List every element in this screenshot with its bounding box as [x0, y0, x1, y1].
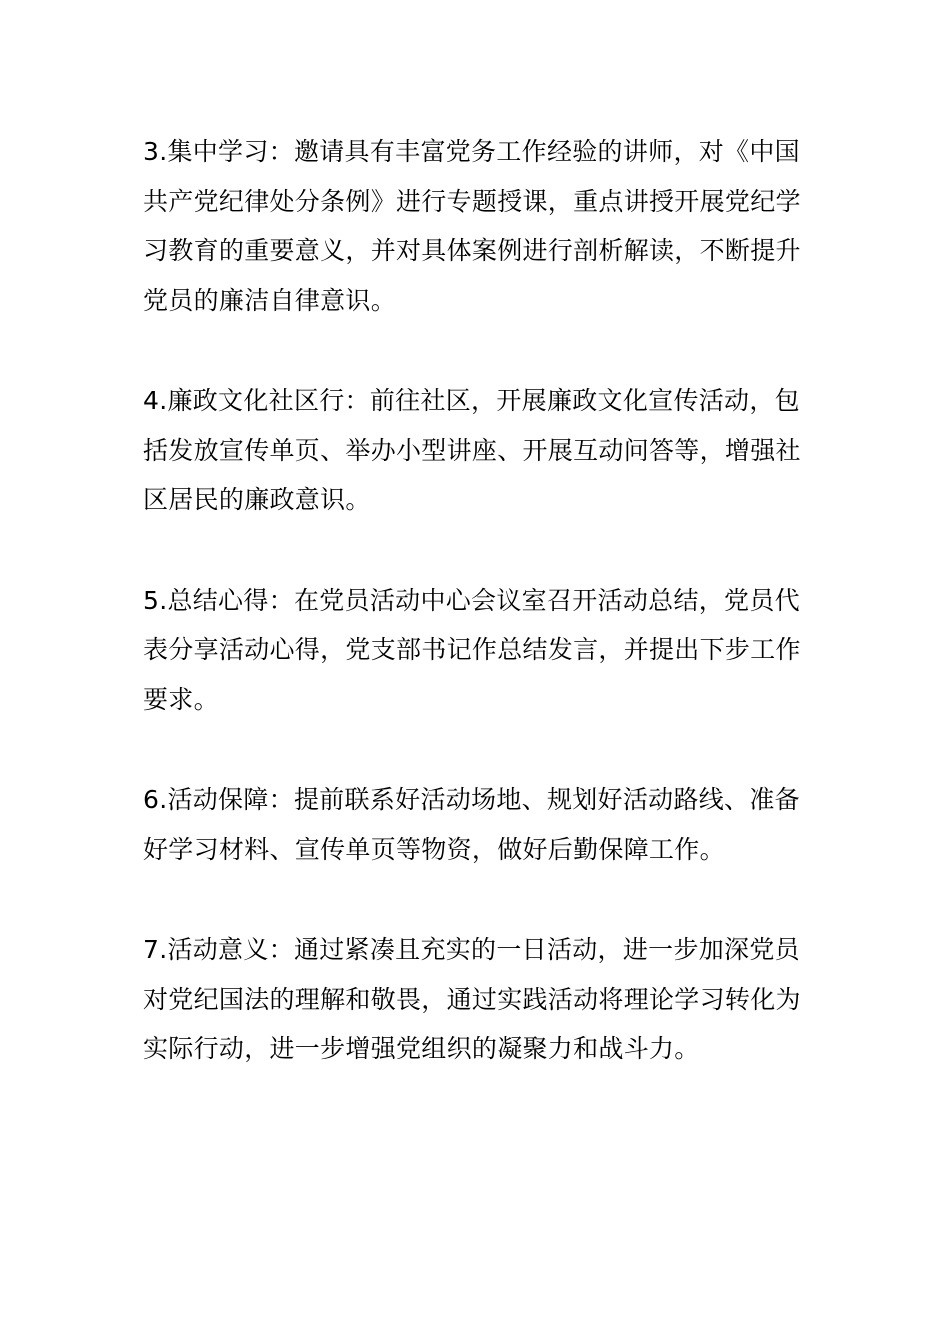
- paragraph-activity-significance: 7.活动意义：通过紧凑且充实的一日活动，进一步加深党员对党纪国法的理解和敬畏，通过实践活动将理论学习转化为实际行动，进一步增强党组织的凝聚力和战斗力。: [143, 935, 801, 1063]
- paragraph-summary-experience: 5.总结心得：在党员活动中心会议室召开活动总结，党员代表分享活动心得，党支部书记作总结发言，并提出下步工作要求。: [143, 585, 801, 714]
- paragraph-centralized-study: 3.集中学习：邀请具有丰富党务工作经验的讲师，对《中国共产党纪律处分条例》进行专题授课，重点讲授开展党纪学习教育的重要意义，并对具体案例进行剖析解读，不断提升党员的廉洁自律意识。: [143, 137, 801, 315]
- paragraph-community-integrity-culture: 4.廉政文化社区行：前往社区，开展廉政文化宣传活动，包括发放宣传单页、举办小型讲座、开展互动问答等，增强社区居民的廉政意识。: [143, 386, 801, 514]
- document-page: [143, 127, 813, 1074]
- paragraph-activity-support: 6.活动保障：提前联系好活动场地、规划好活动路线、准备好学习材料、宣传单页等物资，做好后勤保障工作。: [143, 785, 800, 864]
